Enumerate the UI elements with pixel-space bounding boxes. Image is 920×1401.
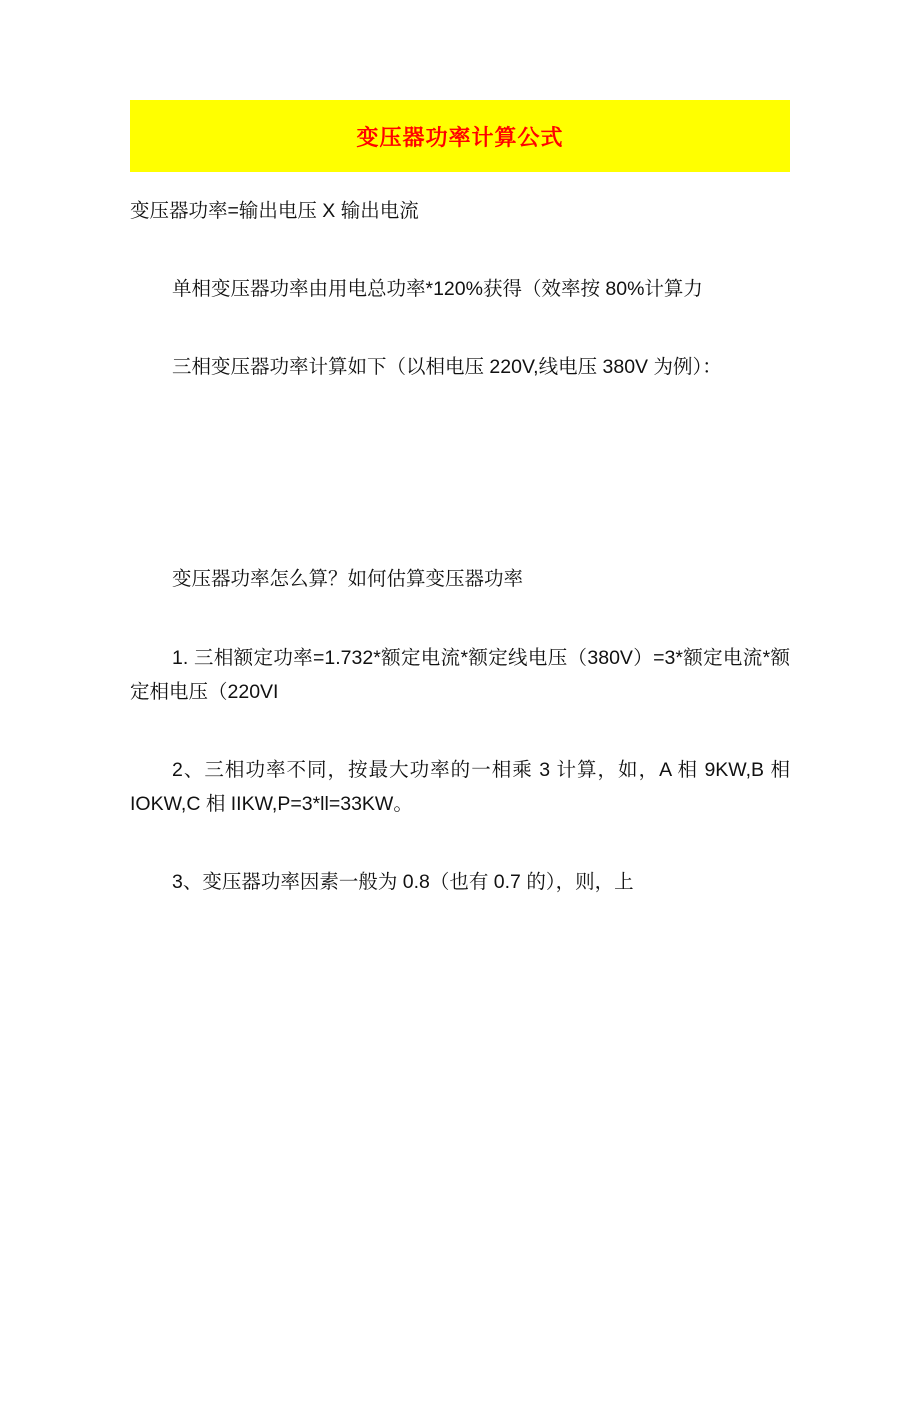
paragraph-item-1: 1. 三相额定功率=1.732*额定电流*额定线电压（380V）=3*额定电流*额定相电压（220VI — [130, 646, 790, 703]
paragraph-single-phase: 单相变压器功率由用电总功率*120%获得（效率按 80%计算力 — [172, 278, 703, 301]
blank-space — [130, 412, 790, 562]
document-page — [0, 100, 920, 1401]
title-banner — [130, 100, 790, 172]
paragraph-question: 变压器功率怎么算？如何估算变压器功率 — [172, 568, 524, 591]
paragraph-item-3: 3、变压器功率因素一般为 0.8（也有 0.7 的），则，上 — [172, 871, 634, 893]
paragraph-item-2: 2、三相功率不同，按最大功率的一相乘 3 计算，如，A 相 9KW,B 相 IOKW,C 相 IIKW,P=3*ll=33KW。 — [130, 758, 790, 815]
paragraph-three-phase-intro: 三相变压器功率计算如下（以相电压 220V,线电压 380V 为例）： — [172, 356, 722, 379]
document-body — [130, 194, 790, 899]
page-title: 变压器功率计算公式 — [356, 124, 564, 150]
paragraph-formula: 变压器功率=输出电压 X 输出电流 — [130, 200, 419, 222]
